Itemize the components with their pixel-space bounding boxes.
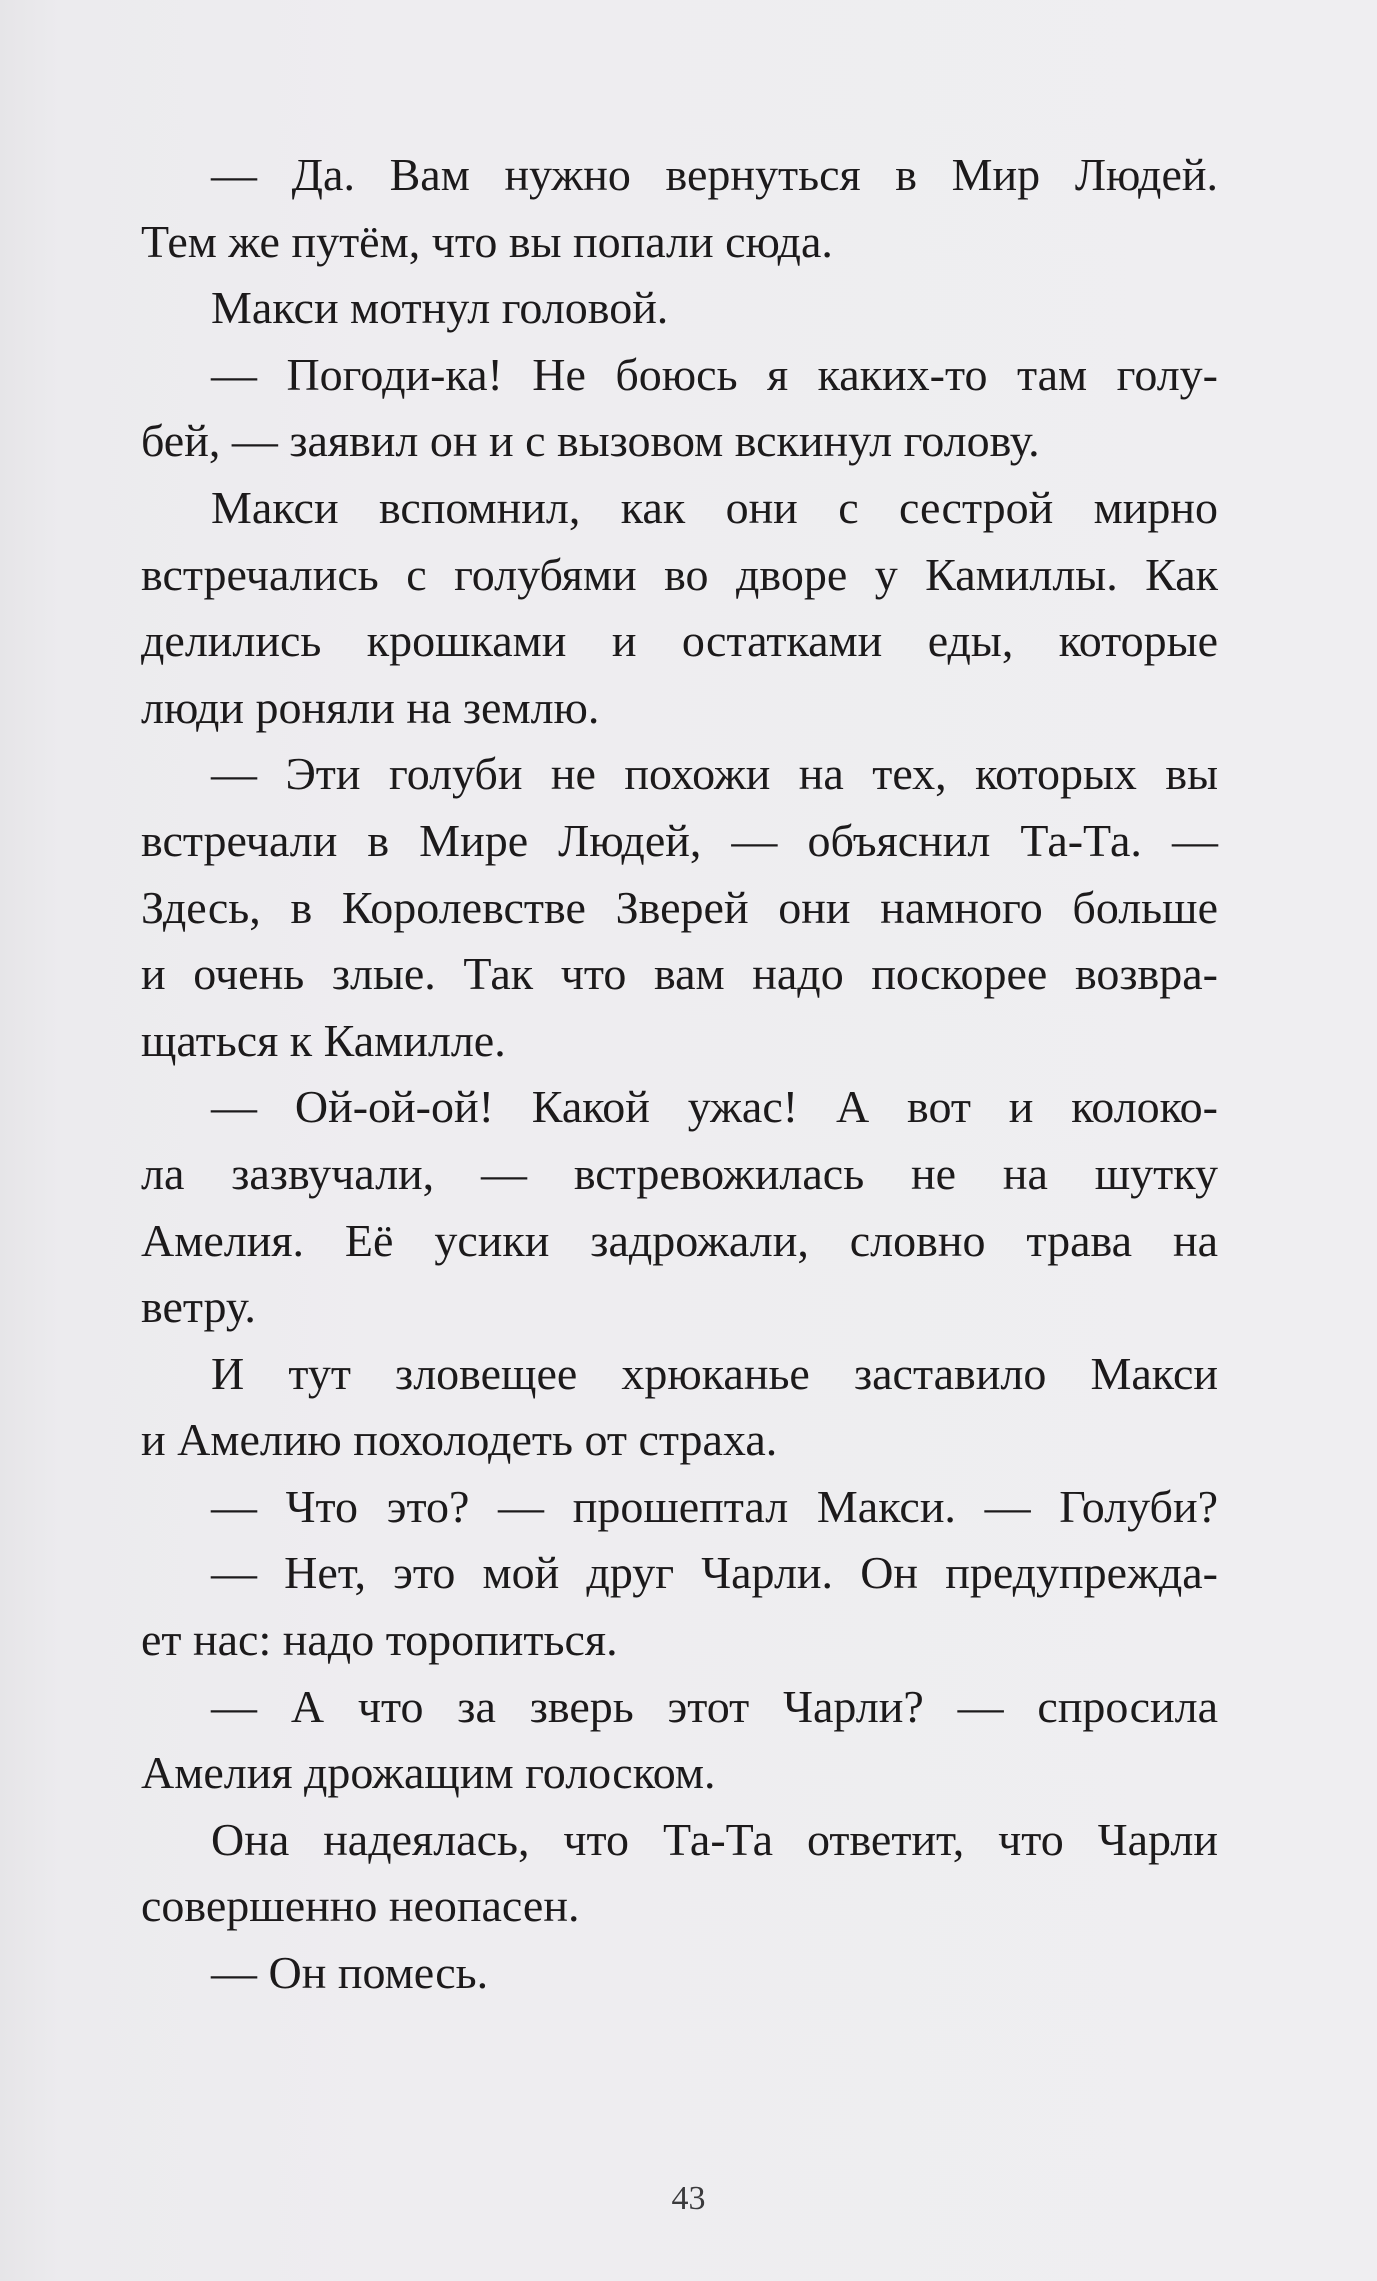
text-line-2: Тем же путём, что вы попали сюда. [141, 215, 833, 267]
text-line-14: щаться к Камилле. [141, 1014, 506, 1066]
text-line-8: делились крошками и остатками еды, которые [141, 615, 1218, 667]
text-line-20: и Амелию похолодеть от страха. [141, 1414, 778, 1466]
text-line-27: совершенно неопасен. [141, 1880, 580, 1932]
text-line-12: Здесь, в Королевстве Зверей они намного больше [141, 881, 1218, 933]
text-line-17: Амелия. Её усики задрожали, словно трава на [141, 1214, 1218, 1266]
text-line-4: — Погоди-ка! Не боюсь я каких-то там голу- [211, 348, 1218, 400]
text-line-18: ветру. [141, 1281, 256, 1333]
text-line-28: — Он помесь. [211, 1947, 489, 1999]
text-line-15: — Ой-ой-ой! Какой ужас! А вот и колоко- [211, 1081, 1218, 1133]
page-number: 43 [671, 2180, 706, 2217]
text-line-16: ла зазвучали, — встревожилась не на шутку [141, 1147, 1218, 1199]
text-line-19: И тут зловещее хрюканье заставило Макси [211, 1347, 1218, 1399]
text-line-26: Она надеялась, что Та-Та ответит, что Чарли [211, 1813, 1218, 1865]
text-line-9: люди роняли на землю. [141, 681, 600, 733]
text-line-3: Макси мотнул головой. [211, 282, 669, 334]
text-line-10: — Эти голуби не похожи на тех, которых вы [211, 748, 1218, 800]
text-line-24: — А что за зверь этот Чарли? — спросила [211, 1680, 1218, 1732]
text-line-13: и очень злые. Так что вам надо поскорее возвра- [141, 948, 1218, 1000]
text-line-6: Макси вспомнил, как они с сестрой мирно [211, 481, 1218, 533]
text-line-7: встречались с голубями во дворе у Камиллы. Как [141, 548, 1218, 600]
text-line-22: — Нет, это мой друг Чарли. Он предупрежда- [211, 1547, 1218, 1599]
text-line-25: Амелия дрожащим голоском. [141, 1747, 716, 1799]
body-text [141, 142, 1218, 2007]
text-line-1: — Да. Вам нужно вернуться в Мир Людей. [211, 149, 1218, 200]
text-line-5: бей, — заявил он и с вызовом вскинул голову. [141, 415, 1040, 467]
text-line-23: ет нас: надо торопиться. [141, 1614, 618, 1666]
text-line-21: — Что это? — прошептал Макси. — Голуби? [211, 1480, 1218, 1532]
text-line-11: встречали в Мире Людей, — объяснил Та-Та. — [141, 814, 1218, 866]
